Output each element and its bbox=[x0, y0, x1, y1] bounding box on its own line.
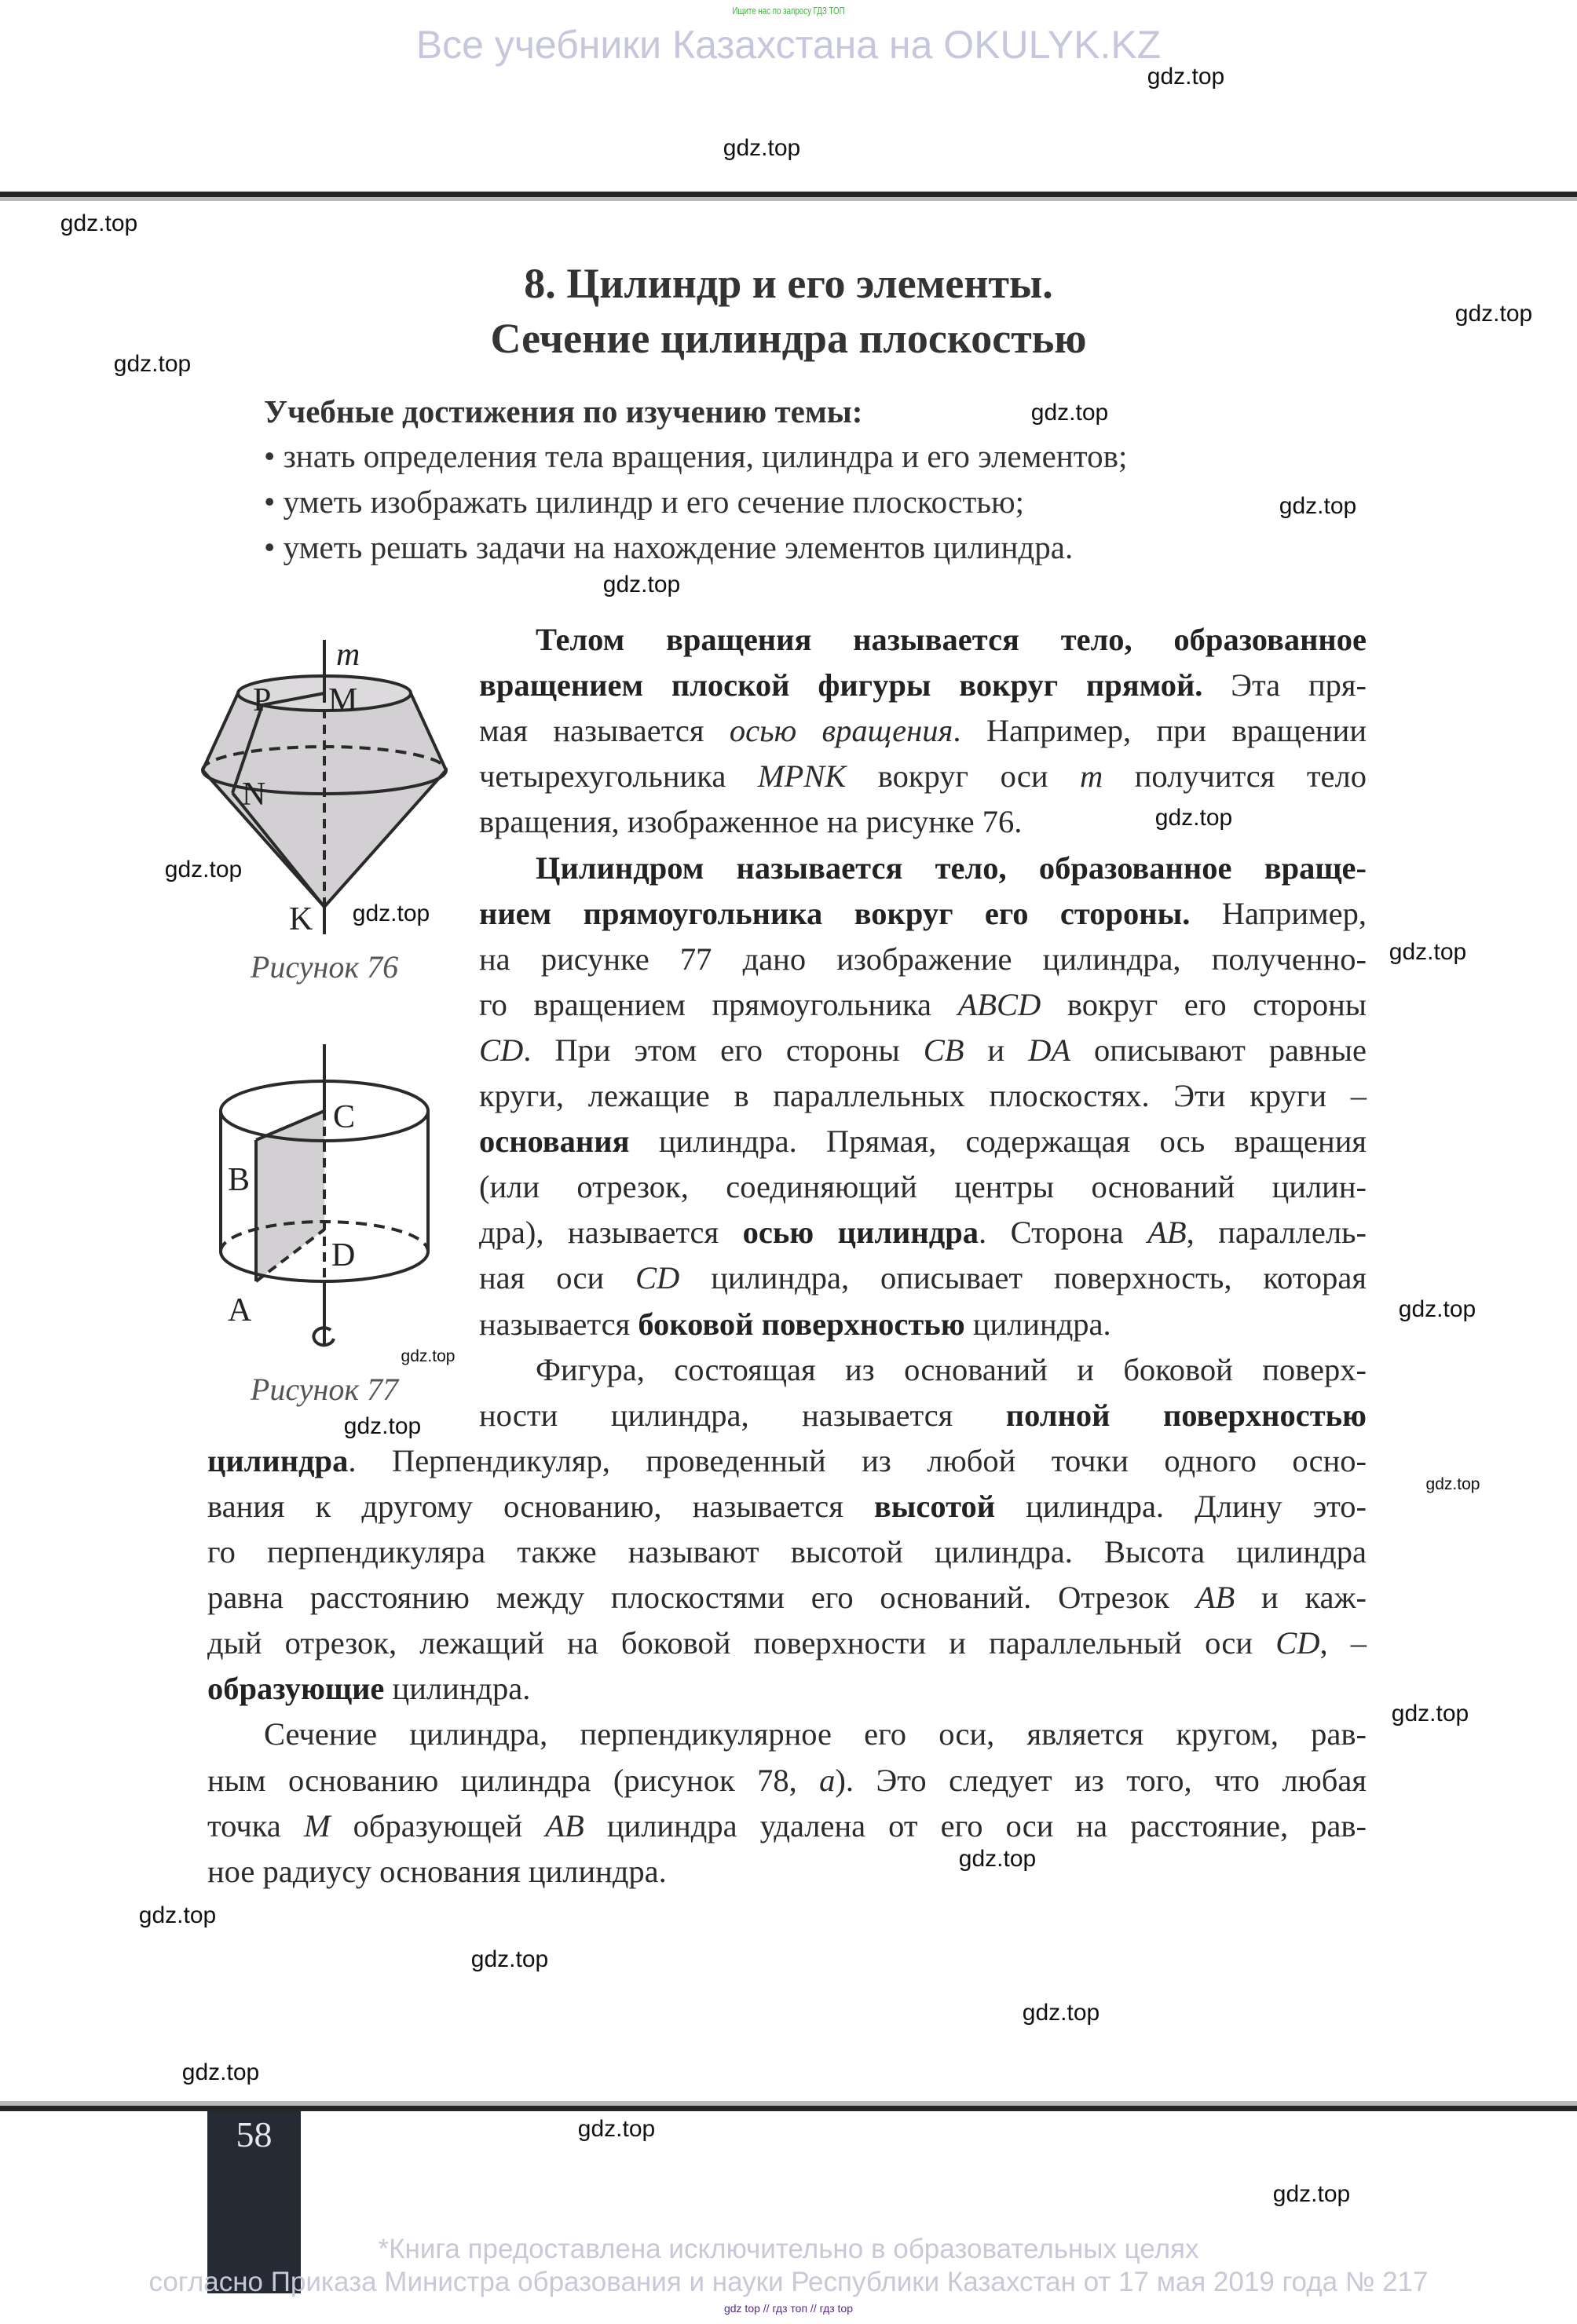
footer-note-1: *Книга предоставлена исключительно в образовательных целях bbox=[378, 2234, 1199, 2264]
footer-note-2: согласно Приказа Министра образования и науки Республики Казахстан от 17 мая 2019 года № 217 bbox=[148, 2267, 1429, 2297]
text-span: вания к другому основанию, называется bbox=[207, 1488, 874, 1524]
label-C: C bbox=[333, 1099, 356, 1135]
text-span: (или отрезок, соединяющий центры оснований цилин- bbox=[479, 1169, 1367, 1205]
label-K: K bbox=[289, 901, 313, 937]
text-span: цилиндра. bbox=[964, 1306, 1111, 1342]
term-italic: M bbox=[303, 1807, 331, 1843]
term-italic: AB bbox=[1147, 1215, 1187, 1251]
term-italic: MPNK bbox=[757, 758, 847, 795]
term-bold: боковой поверхностью bbox=[638, 1306, 965, 1342]
goal-item: • уметь решать задачи на нахождение элементов цилиндра. bbox=[264, 529, 1074, 565]
term-italic: осью вращения bbox=[729, 713, 953, 749]
term-italic: CB bbox=[923, 1032, 964, 1068]
body-line bbox=[207, 1624, 1367, 1663]
label-D: D bbox=[331, 1237, 356, 1273]
term-italic: CD bbox=[479, 1032, 524, 1068]
body-line bbox=[479, 1031, 1367, 1070]
body-line bbox=[536, 1350, 1367, 1390]
text-span: го перпендикуляра также называют высотой цилиндра. Высота цилиндра bbox=[207, 1534, 1367, 1569]
term-bold: полной поверхностью bbox=[1005, 1397, 1367, 1433]
text-span: круги, лежащие в параллельных плоскостях. Эти круги – bbox=[479, 1078, 1367, 1113]
body-line bbox=[207, 1669, 1367, 1708]
goal-item: • уметь изображать цилиндр и его сечение плоскостью; bbox=[264, 484, 1024, 520]
body-line bbox=[207, 1807, 1367, 1846]
term-bold: нием прямоугольника вокруг его стороны. bbox=[479, 895, 1191, 931]
text-span: Сечение цилиндра, перпендикулярное его оси, является кругом, рав- bbox=[264, 1716, 1367, 1752]
watermark: gdz.top bbox=[1454, 301, 1533, 327]
figure-76-caption: Рисунок 76 bbox=[250, 949, 399, 985]
text-span: дый отрезок, лежащий на боковой поверхности и параллельный оси bbox=[207, 1625, 1276, 1661]
text-span: вокруг его стороны bbox=[1041, 986, 1367, 1022]
text-span: , параллель- bbox=[1186, 1215, 1367, 1251]
text-span: описывают равные bbox=[1070, 1032, 1367, 1068]
chapter-subtitle: Сечение цилиндра плоскостью bbox=[490, 315, 1087, 362]
text-span: цилиндра. bbox=[384, 1671, 531, 1707]
footer-rule bbox=[0, 2106, 1577, 2111]
watermark: gdz.top bbox=[1391, 1701, 1469, 1727]
term-bold: Телом вращения называется тело, образованное bbox=[536, 622, 1367, 657]
text-span: цилиндра. Прямая, содержащая ось вращения bbox=[629, 1124, 1367, 1160]
watermark: gdz.top bbox=[401, 1347, 456, 1365]
body-line bbox=[207, 1442, 1367, 1481]
term-italic: а bbox=[819, 1762, 836, 1798]
chapter-title: 8. Цилиндр и его элементы. bbox=[524, 260, 1053, 307]
body-line bbox=[207, 1578, 1367, 1617]
body-line bbox=[207, 1533, 1367, 1572]
body-line bbox=[479, 894, 1367, 934]
term-italic: CD bbox=[635, 1260, 680, 1296]
watermark: gdz.top bbox=[470, 1946, 549, 1972]
watermark: gdz.top bbox=[1398, 1296, 1476, 1322]
text-span: Например, bbox=[1190, 895, 1367, 931]
text-span: Фигура, состоящая из оснований и боковой поверх- bbox=[536, 1351, 1367, 1387]
text-span: ). Это следует из того, что любая bbox=[835, 1762, 1367, 1798]
promo-text: Ищите нас по запросу ГДЗ ТОП bbox=[732, 5, 845, 16]
watermark: gdz.top bbox=[164, 857, 243, 882]
text-span: вращения, изображенное на рисунке 76. bbox=[479, 804, 1023, 840]
body-line bbox=[264, 1715, 1367, 1754]
text-span: получится тело bbox=[1103, 758, 1367, 795]
watermark: gdz.top bbox=[1279, 493, 1357, 519]
text-span: образующей bbox=[330, 1807, 546, 1843]
goal-item: • знать определения тела вращения, цилиндра и его элементов; bbox=[264, 438, 1128, 474]
body-line bbox=[207, 1487, 1367, 1526]
text-span: . Перпендикуляр, проведенный из любой точки одного осно- bbox=[348, 1442, 1367, 1478]
text-span: го вращением прямоугольника bbox=[479, 986, 958, 1022]
term-bold: осью цилиндра bbox=[742, 1215, 979, 1251]
watermark: gdz.top bbox=[343, 1413, 422, 1439]
body-line bbox=[479, 757, 1367, 796]
watermark: gdz.top bbox=[1389, 939, 1467, 965]
label-B: B bbox=[228, 1162, 251, 1198]
label-P: P bbox=[253, 682, 272, 718]
term-bold: образующие bbox=[207, 1671, 385, 1707]
text-span: и каж- bbox=[1235, 1580, 1367, 1616]
term-bold: вращением плоской фигуры вокруг прямой. bbox=[479, 667, 1203, 703]
watermark: gdz.top bbox=[1030, 400, 1109, 426]
text-span: цилиндра. Длину это- bbox=[995, 1488, 1367, 1524]
page-number: 58 bbox=[236, 2114, 273, 2154]
label-m: m bbox=[336, 637, 360, 673]
text-span: дра), называется bbox=[479, 1215, 743, 1251]
term-bold: цилиндра bbox=[207, 1442, 349, 1478]
text-span: вокруг оси bbox=[846, 758, 1080, 795]
site-banner[interactable]: Все учебники Казахстана на OKULYK.KZ bbox=[415, 23, 1162, 67]
watermark: gdz.top bbox=[1022, 2000, 1100, 2026]
term-bold: высотой bbox=[873, 1488, 996, 1524]
text-span: Эта пря- bbox=[1202, 667, 1367, 703]
watermark: gdz.top bbox=[113, 351, 192, 377]
term-italic: m bbox=[1079, 758, 1103, 795]
label-M: M bbox=[328, 682, 358, 718]
body-line bbox=[536, 620, 1367, 660]
body-line bbox=[479, 1396, 1367, 1435]
body-line bbox=[479, 1076, 1367, 1116]
body-line bbox=[207, 1852, 1367, 1891]
body-line bbox=[479, 1305, 1367, 1344]
body-line bbox=[207, 1761, 1367, 1800]
body-line bbox=[479, 1259, 1367, 1298]
watermark: gdz.top bbox=[1272, 2181, 1351, 2207]
footer-small-links[interactable]: gdz top // гдз топ // гдз top bbox=[723, 2302, 854, 2315]
text-span: равна расстоянию между плоскостями его оснований. Отрезок bbox=[207, 1580, 1196, 1616]
term-italic: DA bbox=[1028, 1032, 1071, 1068]
text-span: . Например, при вращении bbox=[953, 713, 1367, 749]
watermark: gdz.top bbox=[958, 1846, 1037, 1872]
body-line bbox=[479, 666, 1367, 705]
term-bold: Цилиндром называется тело, образованное враще- bbox=[536, 850, 1367, 886]
text-span: цилиндра, описывает поверхность, которая bbox=[679, 1260, 1367, 1296]
body-line bbox=[479, 1167, 1367, 1207]
watermark: gdz.top bbox=[602, 572, 681, 597]
text-span: ности цилиндра, называется bbox=[479, 1397, 1006, 1433]
watermark: gdz.top bbox=[1147, 64, 1225, 90]
text-span: , – bbox=[1319, 1625, 1367, 1661]
watermark: gdz.top bbox=[181, 2059, 260, 2085]
watermark: gdz.top bbox=[1425, 1475, 1480, 1493]
text-span: ная оси bbox=[479, 1260, 636, 1296]
body-line bbox=[536, 849, 1367, 888]
text-span: ное радиусу основания цилиндра. bbox=[207, 1853, 667, 1889]
text-span: мая называется bbox=[479, 713, 730, 749]
term-italic: ABCD bbox=[957, 986, 1041, 1022]
watermark: gdz.top bbox=[138, 1902, 217, 1928]
watermark: gdz.top bbox=[577, 2116, 656, 2142]
body-line bbox=[479, 940, 1367, 979]
goals-heading: Учебные достижения по изучению темы: bbox=[264, 393, 863, 429]
body-line bbox=[479, 711, 1367, 751]
term-italic: AB bbox=[545, 1807, 584, 1843]
term-italic: CD bbox=[1275, 1625, 1320, 1661]
figure-77-caption: Рисунок 77 bbox=[250, 1372, 399, 1407]
watermark: gdz.top bbox=[723, 135, 801, 161]
label-A: A bbox=[228, 1292, 252, 1328]
text-span: называется bbox=[479, 1306, 638, 1342]
body-line bbox=[479, 985, 1367, 1025]
text-span: на рисунке 77 дано изображение цилиндра, полученно- bbox=[479, 941, 1367, 977]
body-line bbox=[479, 802, 1367, 842]
text-span: и bbox=[964, 1032, 1029, 1068]
text-span: . При этом его стороны bbox=[523, 1032, 924, 1068]
text-span: цилиндра удалена от его оси на расстояние, рав- bbox=[584, 1807, 1367, 1843]
label-N: N bbox=[242, 776, 266, 813]
text-span: . Сторона bbox=[979, 1215, 1148, 1251]
watermark: gdz.top bbox=[1154, 805, 1233, 831]
body-line bbox=[479, 1122, 1367, 1161]
text-span: ным основанию цилиндра (рисунок 78, bbox=[207, 1762, 820, 1798]
watermark: gdz.top bbox=[352, 901, 430, 926]
body-line bbox=[479, 1213, 1367, 1252]
term-italic: AB bbox=[1195, 1580, 1235, 1616]
text-span: точка bbox=[207, 1807, 304, 1843]
text-span: четырехугольника bbox=[479, 758, 758, 795]
watermark: gdz.top bbox=[60, 210, 138, 236]
term-bold: основания bbox=[479, 1124, 630, 1160]
